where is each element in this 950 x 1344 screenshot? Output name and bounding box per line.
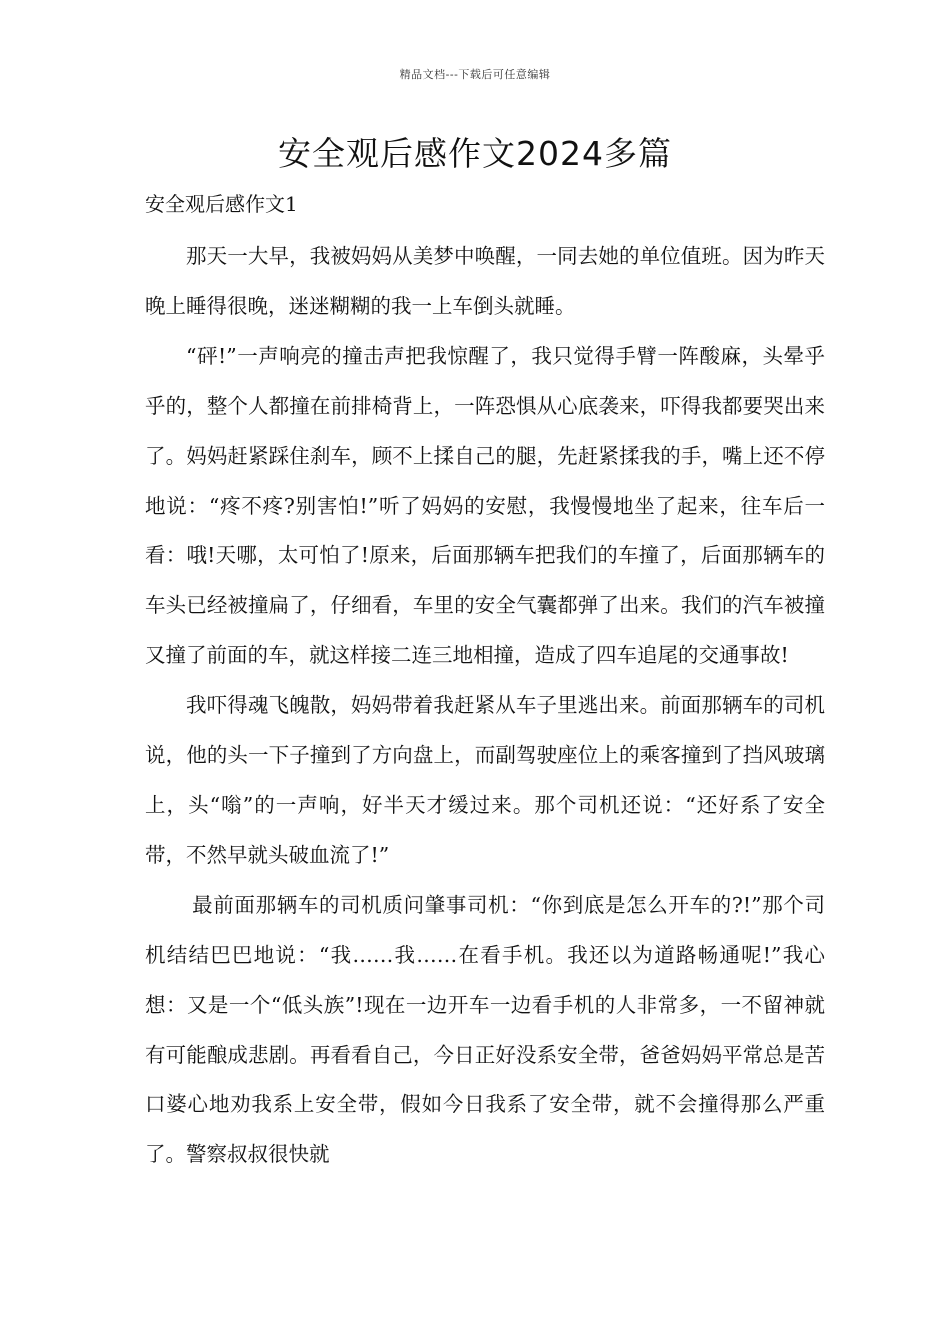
- paragraph-4: 最前面那辆车的司机质问肇事司机：“你到底是怎么开车的?!”那个司机结结巴巴地说：“我……我……在看手机。我还以为道路畅通呢!”我心想：又是一个“低头族”!现在一边开车一边看手机的人非常多，一不留神就有可能酿成悲剧。再看看自己，今日正好没系安全带，爸爸妈妈平常总是苦口婆心地劝我系上安全带，假如今日我系了安全带，就不会撞得那么严重了。警察叔叔很快就: [145, 892, 825, 1167]
- section-subtitle: 安全观后感作文1: [145, 192, 298, 216]
- document-body: [145, 232, 825, 1180]
- document-title: 安全观后感作文2024多篇: [278, 134, 672, 173]
- header-note: 精品文档---下载后可任意编辑: [399, 68, 551, 81]
- paragraph-2: “砰!”一声响亮的撞击声把我惊醒了，我只觉得手臂一阵酸麻，头晕乎乎的，整个人都撞在前排椅背上，一阵恐惧从心底袭来，吓得我都要哭出来了。妈妈赶紧踩住刹车，顾不上揉自己的腿，先赶紧揉我的手，嘴上还不停地说：“疼不疼?别害怕!”听了妈妈的安慰，我慢慢地坐了起来，往车后一看：哦!天哪，太可怕了!原来，后面那辆车把我们的车撞了，后面那辆车的车头已经被撞扁了，仔细看，车里的安全气囊都弹了出来。我们的汽车被撞又撞了前面的车，就这样接二连三地相撞，造成了四车追尾的交通事故!: [145, 343, 825, 668]
- paragraph-3: 我吓得魂飞魄散，妈妈带着我赶紧从车子里逃出来。前面那辆车的司机说，他的头一下子撞到了方向盘上，而副驾驶座位上的乘客撞到了挡风玻璃上，头“嗡”的一声响，好半天才缓过来。那个司机还说：“还好系了安全带，不然早就头破血流了!”: [145, 693, 825, 867]
- paragraph-1: 那天一大早，我被妈妈从美梦中唤醒，一同去她的单位值班。因为昨天晚上睡得很晚，迷迷糊糊的我一上车倒头就睡。: [145, 244, 825, 318]
